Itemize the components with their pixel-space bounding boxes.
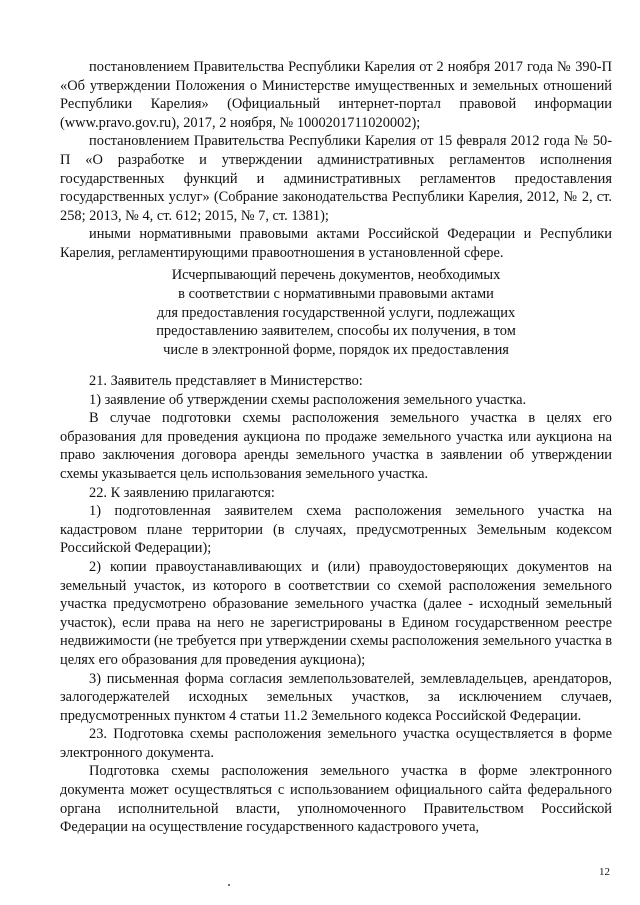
scan-speck [228, 884, 230, 886]
paragraph-resolution-390p: постановлением Правительства Республики Карелия от 2 ноября 2017 года № 390-П «Об утверждении Положения о Министерстве имущественных и земельных отношений Республики Карелия» (Официальный интернет-портал правовой информации (www.pravo.gov.ru), 2017, 2 ноября, № 1000201711020002); [60, 59, 612, 131]
paragraph-23-electronic: Подготовка схемы расположения земельного участка в форме электронного документа может осуществляться с использованием официального сайта федерального органа исполнительной власти, уполномоченного Правительством Российской Федерации на осуществление государственного кадастрового учета, [60, 763, 612, 836]
page-number: 12 [599, 866, 610, 878]
section-heading [60, 266, 612, 360]
paragraph-21-item-1: 1) заявление об утверждении схемы расположения земельного участка. [89, 391, 527, 408]
paragraph-22-item-1: 1) подготовленная заявителем схема расположения земельного участка на кадастровом плане территории (в случаях, предусмотренных Земельным кодексом Российской Федерации); [60, 503, 612, 557]
section-heading-line: числе в электронной форме, порядок их предоставления [163, 342, 509, 359]
section-heading-line: предоставлению заявителем, способы их получения, в том [156, 323, 516, 340]
paragraph-21-auction-case: В случае подготовки схемы расположения земельного участка в целях его образования для проведения аукциона по продаже земельного участка или аукциона на право заключения договора аренды земельного участка в заявлении об утверждении схемы указывается цель использования земельного участка. [60, 410, 612, 482]
paragraph-23: 23. Подготовка схемы расположения земельного участка осуществляется в форме электронного документа. [60, 726, 612, 761]
section-heading-line: Исчерпывающий перечень документов, необходимых [171, 267, 501, 283]
paragraph-21: 21. Заявитель представляет в Министерство: [89, 373, 363, 389]
section-heading-line: для предоставления государственной услуги, подлежащих [156, 304, 516, 321]
paragraph-22: 22. К заявлению прилагаются: [89, 484, 275, 501]
paragraph-22-item-2: 2) копии правоустанавливающих и (или) правоудостоверяющих документов на земельный участок, из которого в соответствии со схемой расположения земельного участка предусмотрено образование земельного участка (далее - исходный земельный участок), если права на него не зарегистрированы в Едином государственном реестре недвижимости (не требуется при утверждении схемы расположения земельного участка в целях его образования для проведения аукциона); [60, 558, 612, 668]
paragraph-resolution-50p: постановлением Правительства Республики Карелия от 15 февраля 2012 года № 50-П «О разработке и утверждении административных регламентов исполнения государственных функций и административных регламентов предоставления государственных услуг» (Собрание законодательства Республики Карелия, 2012, № 2, ст. 258; 2013, № 4, ст. 612; 2015, № 7, ст. 1381); [60, 133, 612, 224]
section-heading-line: в соответствии с нормативными правовыми актами [178, 285, 494, 302]
main-text-block [60, 372, 612, 837]
intro-text-block [60, 58, 612, 263]
paragraph-22-item-3: 3) письменная форма согласия землепользователей, землевладельцев, арендаторов, залогодержателей исходных земельных участков, за исключением случаев, предусмотренных пунктом 4 статьи 11.2 Земельного кодекса Российской Федерации. [60, 670, 612, 724]
paragraph-other-acts: иными нормативными правовыми актами Российской Федерации и Республики Карелия, регламентирующими правоотношения в установленной сфере. [60, 226, 612, 261]
